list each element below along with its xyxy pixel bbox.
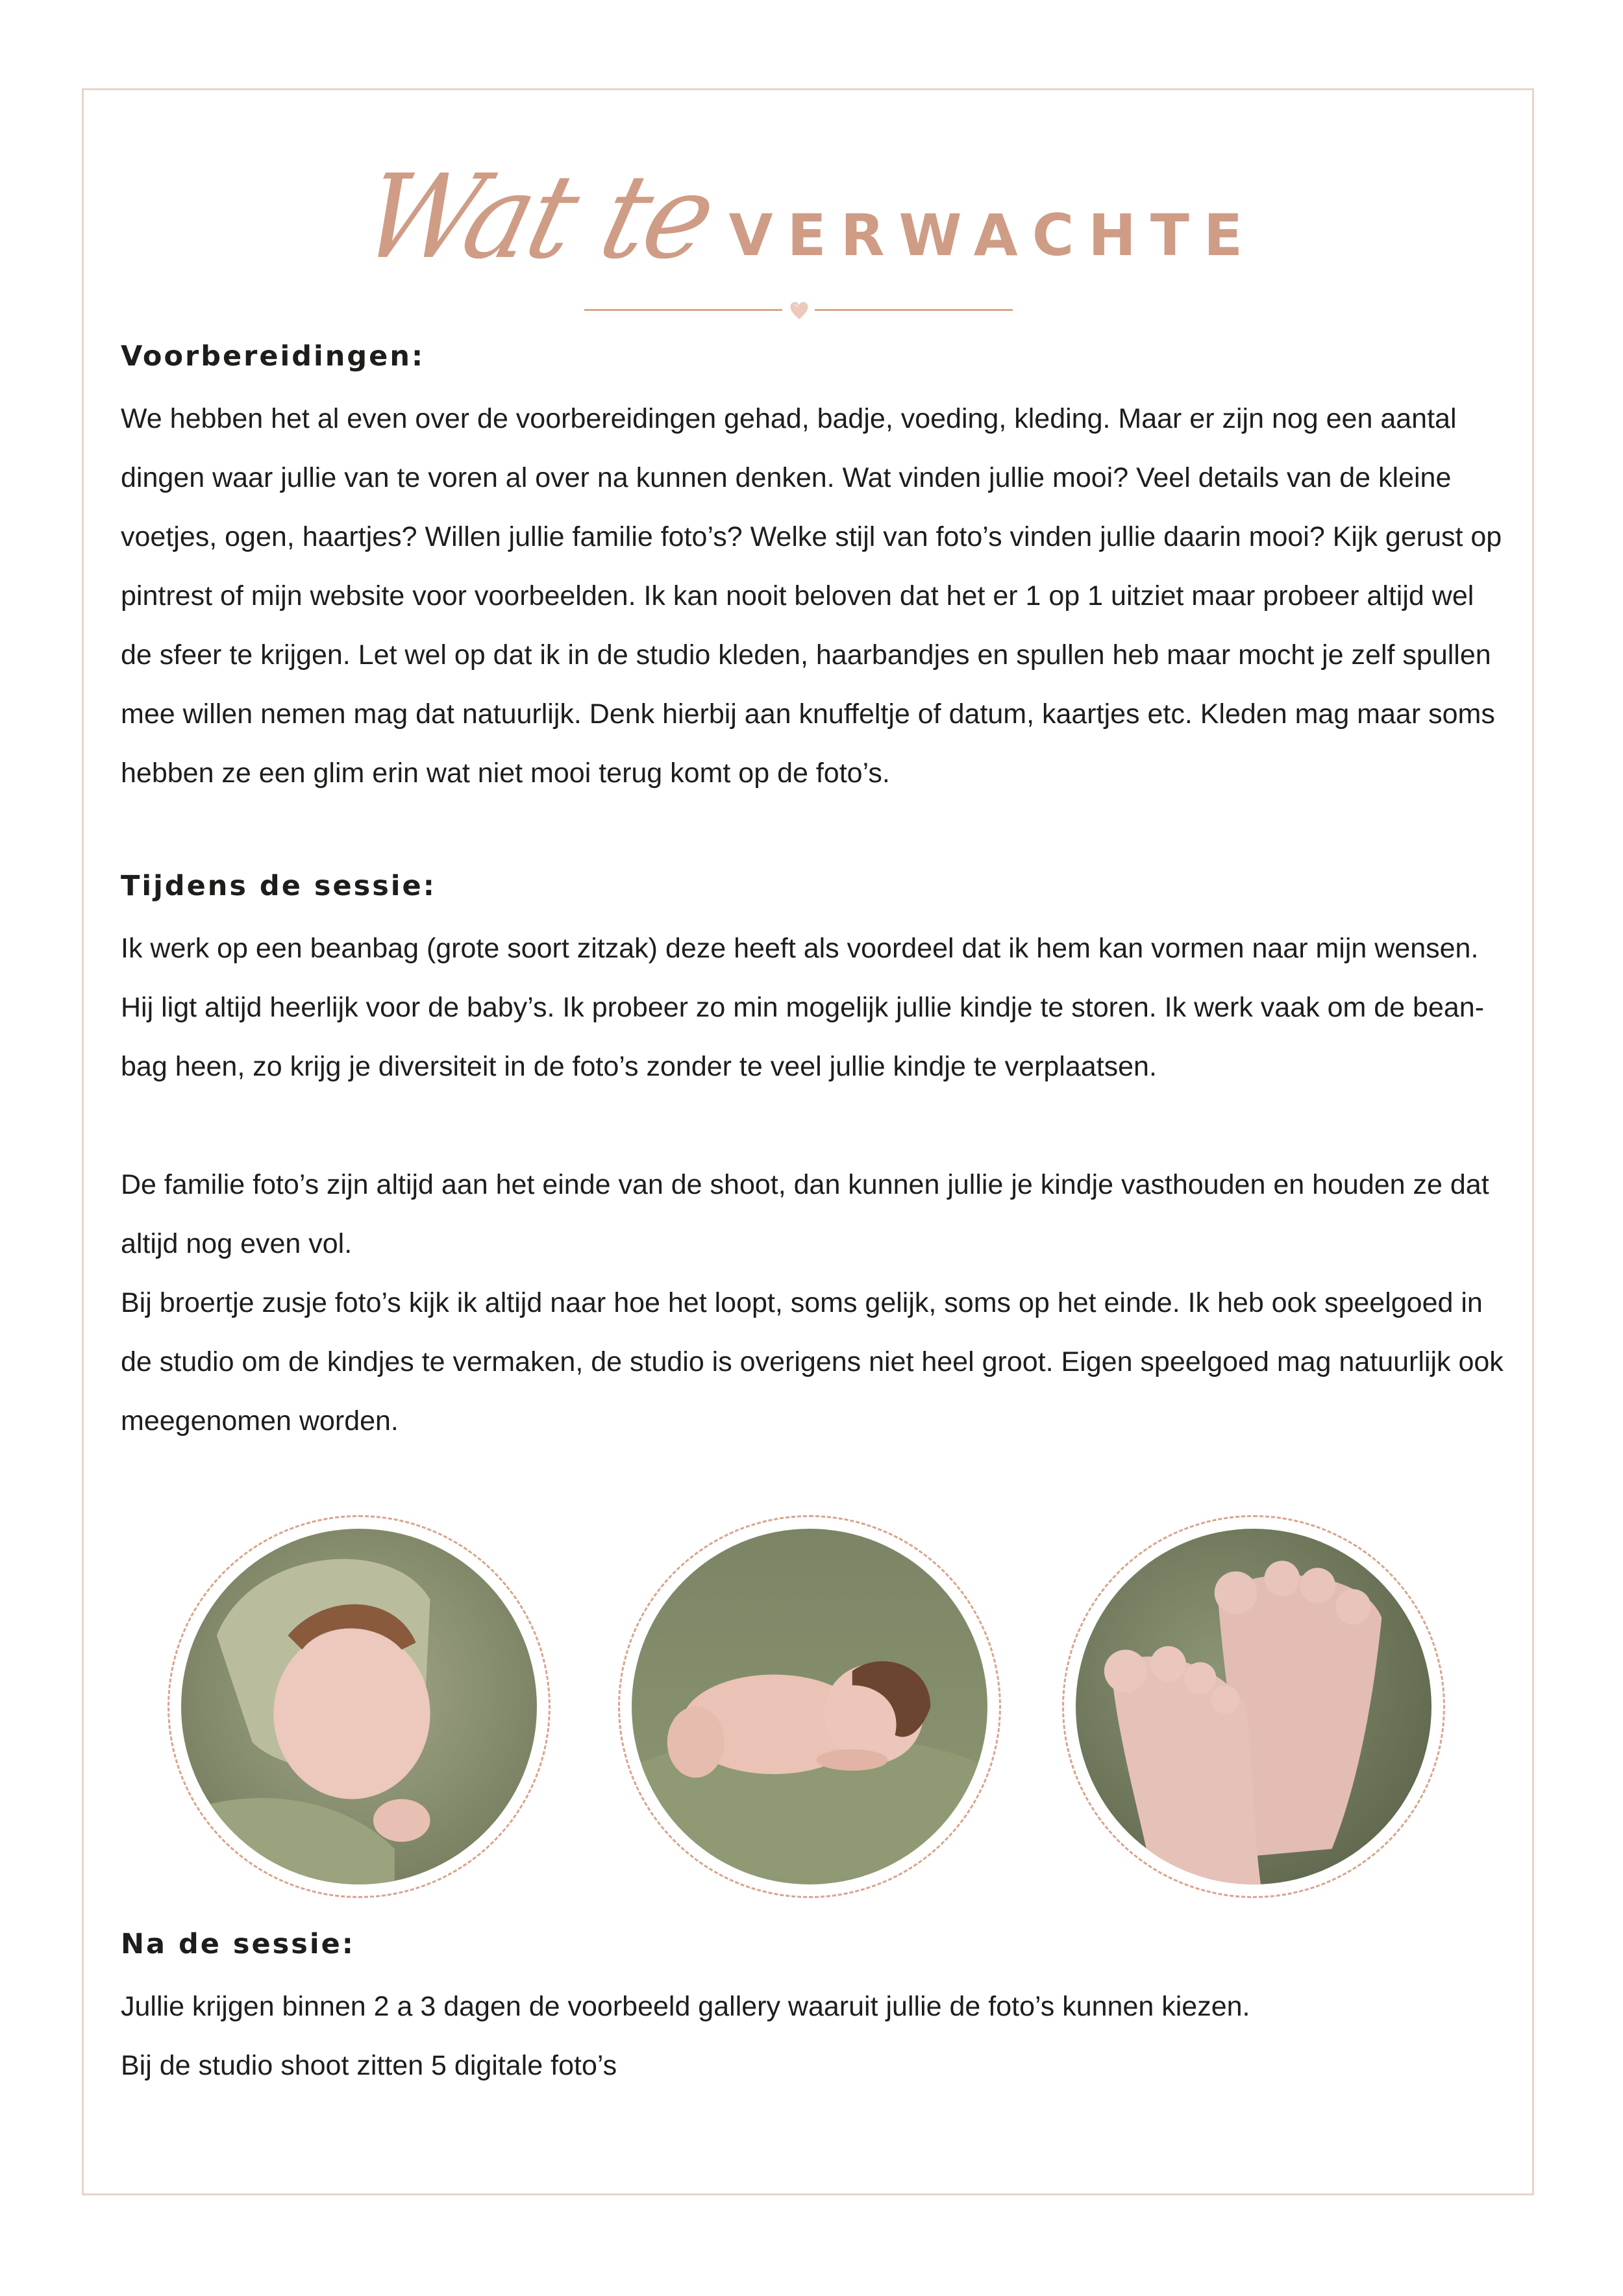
text-line: Bij de studio shoot zitten 5 digitale foto’s <box>121 2050 617 2081</box>
text-line: mee willen nemen mag dat natuurlijk. Denk hierbij aan knuffeltje of datum, kaartjes etc. Kleden mag maar soms <box>121 698 1495 730</box>
text-line: de sfeer te krijgen. Let wel op dat ik in de studio kleden, haarbandjes en spullen heb maar mocht je zelf spullen <box>121 639 1491 671</box>
section-title-na: Na de sessie: <box>121 1928 355 1960</box>
baby-feet-image <box>1076 1529 1431 1884</box>
baby-bonnet-image <box>181 1529 537 1884</box>
photo-baby-feet <box>1062 1515 1445 1898</box>
text-line: Hij ligt altijd heerlijk voor de baby’s. Ik probeer zo min mogelijk jullie kindje te storen. Ik werk vaak om de bean- <box>121 992 1485 1023</box>
paragraph-voorbereidingen <box>121 389 1549 803</box>
photo-sleeping-baby <box>618 1515 1001 1898</box>
text-line: de studio om de kindjes te vermaken, de studio is overigens niet heel groot. Eigen speelgoed mag natuurlijk ook <box>121 1346 1504 1377</box>
paragraph-tijdens-family <box>121 1155 1549 1451</box>
paragraph-tijdens <box>121 919 1549 1096</box>
title-caps: VERWACHTE <box>728 202 1258 269</box>
photo-baby-bonnet <box>167 1515 551 1898</box>
divider-line-right <box>815 309 1013 311</box>
text-line: hebben ze een glim erin wat niet mooi terug komt op de foto’s. <box>121 758 890 789</box>
text-line: Ik werk op een beanbag (grote soort zitzak) deze heeft als voordeel dat ik hem kan vormen naar mijn wensen. <box>121 933 1479 964</box>
section-title-tijdens: Tijdens de sessie: <box>121 870 436 902</box>
section-title-voorbereidingen: Voorbereidingen: <box>121 340 425 373</box>
text-line: We hebben het al even over de voorbereidingen gehad, badje, voeding, kleding. Maar er zijn nog een aantal <box>121 403 1457 434</box>
divider-line-left <box>584 309 782 311</box>
text-line: De familie foto’s zijn altijd aan het einde van de shoot, dan kunnen jullie je kindje vasthouden en houden ze dat <box>121 1169 1489 1200</box>
text-line: altijd nog even vol. <box>121 1228 353 1259</box>
text-line: pintrest of mijn website voor voorbeelden. Ik kan nooit beloven dat het er 1 op 1 uitziet maar probeer altijd wel <box>121 580 1474 611</box>
text-line: dingen waar jullie van te voren al over na kunnen denken. Wat vinden jullie mooi? Veel details van de kleine <box>121 462 1452 493</box>
title-divider <box>584 300 1013 326</box>
text-line: meegenomen worden. <box>121 1405 399 1437</box>
title-script: Wat te <box>349 150 726 285</box>
sleeping-baby-image <box>632 1529 987 1884</box>
text-line: voetjes, ogen, haartjes? Willen jullie familie foto’s? Welke stijl van foto’s vinden jullie daarin mooi? Kijk gerust op <box>121 521 1502 552</box>
heart-icon <box>789 300 809 321</box>
text-line: Bij broertje zusje foto’s kijk ik altijd naar hoe het loopt, soms gelijk, soms op het einde. Ik heb ook speelgoed in <box>121 1287 1483 1318</box>
text-line: bag heen, zo krijg je diversiteit in de foto’s zonder te veel jullie kindje te verplaatsen. <box>121 1051 1157 1082</box>
paragraph-na <box>121 1977 1549 2095</box>
text-line: Jullie krijgen binnen 2 a 3 dagen de voorbeeld gallery waaruit jullie de foto’s kunnen kiezen. <box>121 1991 1250 2022</box>
page-title <box>0 150 1623 285</box>
